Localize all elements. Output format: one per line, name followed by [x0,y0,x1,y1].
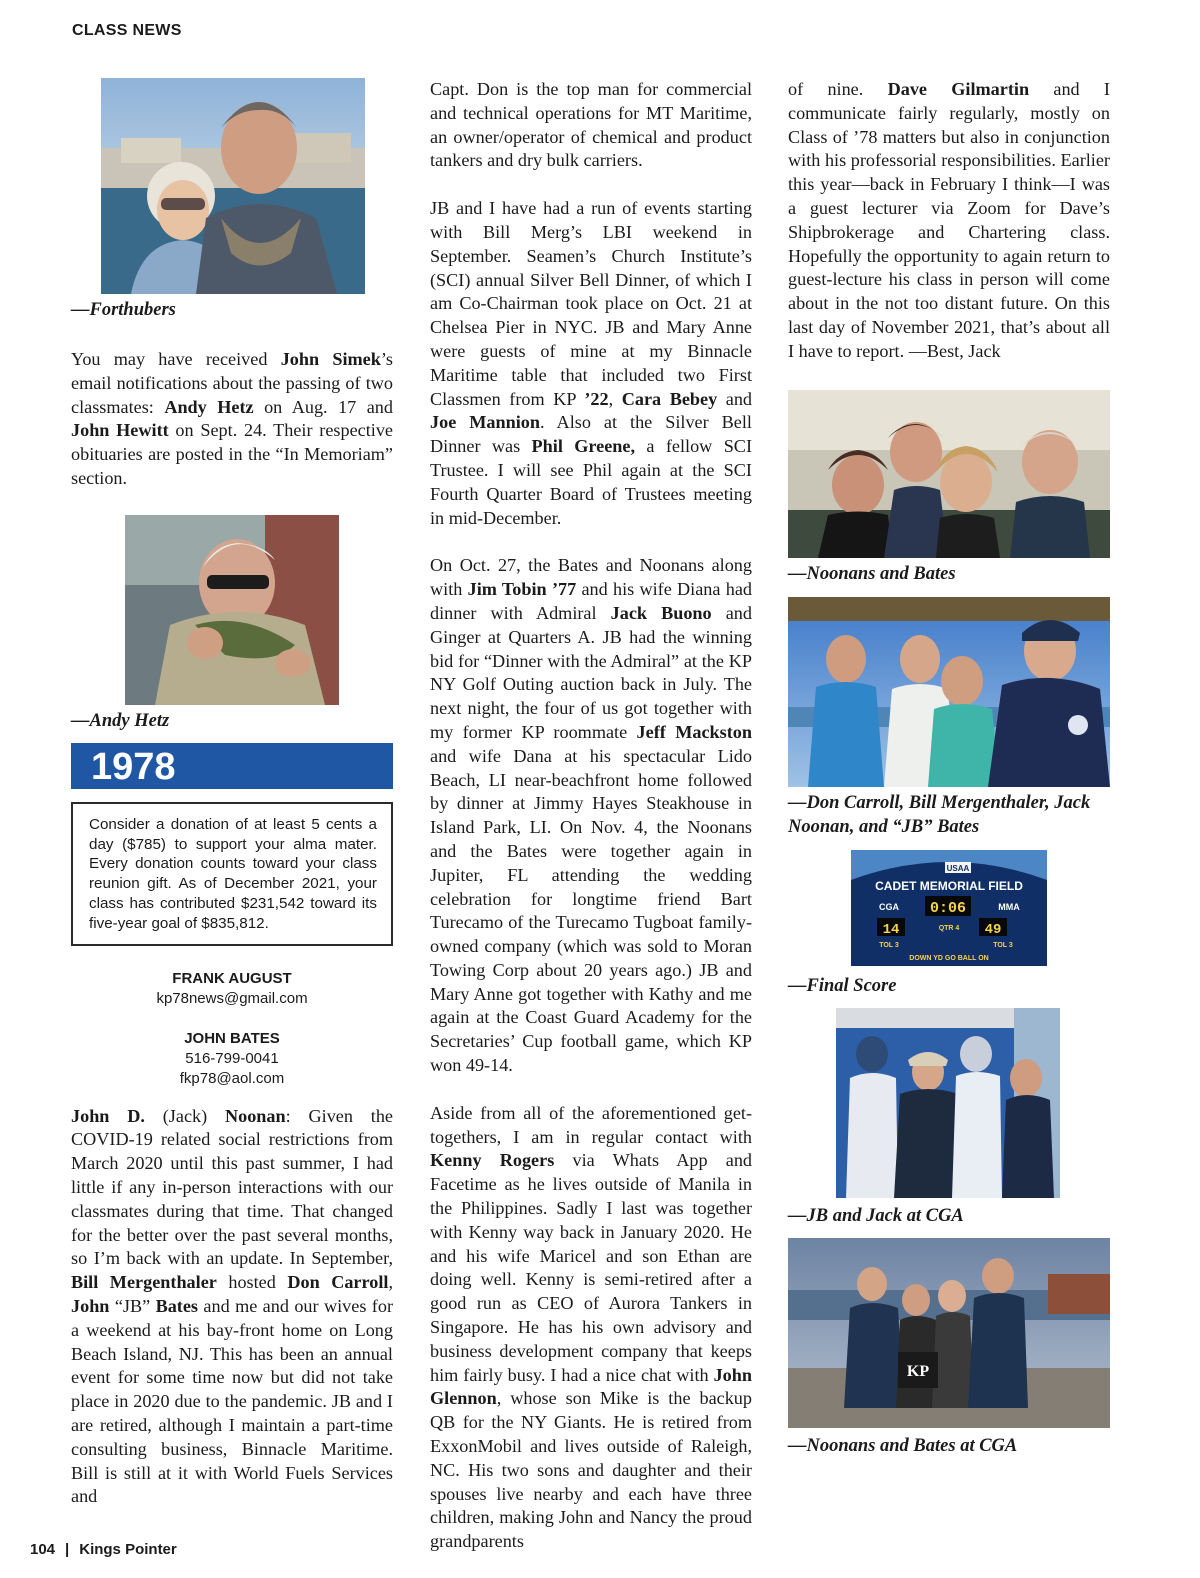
photo-forthubers [101,78,365,294]
photo-caption: —Don Carroll, Bill Mergenthaler, Jack Noonan, and “JB” Bates [788,792,1091,837]
photo-caption: —Forthubers [71,300,176,320]
column-1 [71,78,393,1533]
page-number: 104 [30,1541,56,1558]
paragraph: On Oct. 27, the Bates and Noonans along with Jim Tobin ’77 and his wife Diana had dinner with Admiral Jack Buono and Ginger at Quarters A. JB had the winning bid for “Dinner with the Admiral” at the KP NY Golf Outing auction back in July. The next night, the four of us got together with my former KP roommate Jeff Mackston and wife Dana at his spectacular Lido Beach, LI near-beachfront home followed by dinner at Jimmy Hayes Steakhouse in Island Park, LI. On Nov. 4, the Noonans and the Bates were together again in Jupiter, FL attending the wedding celebration for longtime friend Bart Turecamo of the Turecamo Tugboat family-owned company (which was sold to Moran Towing Corp about 20 years ago.) JB and Mary Anne got together with Kathy and me again at the Coast Guard Academy for the Secretaries’ Cup football game, which KP won 49-14. [430,555,752,1076]
publication-name: Kings Pointer [79,1541,177,1558]
contact-email[interactable]: fkp78@aol.com [179,1069,285,1087]
contact-name: FRANK AUGUST [172,969,292,987]
column-3 [788,78,1110,1458]
scoreboard-timeouts-home: TOL 3 [879,941,899,949]
contact-name: JOHN BATES [184,1029,280,1047]
photo-caption: —Final Score [788,975,897,996]
photo-jb-and-jack [836,1008,1060,1198]
scoreboard-brand: USAA [946,863,970,873]
class-contact-frank [71,969,393,1009]
footer-separator: | [65,1541,70,1558]
scoreboard-clock: 0:06 [929,899,967,917]
class-contact-john [71,1029,393,1089]
intro-paragraph: You may have received John Simek’s email notifications about the passing of two classmates: Andy Hetz on Aug. 17 and John Hewitt on Sept. 24. Their respective obituaries are posted in the “In Memoriam” section. [71,349,394,488]
photo-noonans-and-bates [788,390,1110,558]
scoreboard-timeouts-away: TOL 3 [993,941,1013,949]
tote-bag-logo: KP [906,1362,930,1380]
paragraph: JB and I have had a run of events starting with Bill Merg’s LBI weekend in September. Seamen’s Church Institute’s (SCI) annual Silver Bell Dinner, of which I am Co-Chairman took place on Oct. 21 at Chelsea Pier in NYC. JB and Mary Anne were guests of mine at my Binnacle Maritime table that included two First Classmen from KP ’22, Cara Bebey and Joe Mannion. Also at the Silver Bell Dinner was Phil Greene, a fellow SCI Trustee. I will see Phil again at the SCI Fourth Quarter Board of Trustees meeting in mid-December. [430,198,753,528]
page-footer [30,1541,177,1558]
scoreboard-away-label: MMA [998,901,1020,912]
photo-caption: —Noonans and Bates at CGA [788,1435,1018,1456]
photo-andy-hetz [125,515,339,705]
paragraph: Capt. Don is the top man for commercial and technical operations for MT Maritime, an owner/operator of chemical and product tankers and dry bulk carriers. [430,79,752,171]
photo-caption: —JB and Jack at CGA [788,1205,964,1226]
column-2 [430,78,752,1578]
contact-phone: 516-799-0041 [185,1049,279,1067]
scoreboard-bottom-row: DOWN YD GO BALL ON [909,954,989,962]
photo-noonans-bates-at-cga [788,1238,1110,1428]
paragraph: of nine. Dave Gilmartin and I communicate fairly regularly, mostly on Class of ’78 matters but also in conjunction with his professorial responsibilities. Earlier this year—back in February I think—I was a guest lecturer via Zoom for Dave’s Shipbrokerage and Chartering class. Hopefully the opportunity to again return to guest-lecture his class in person will come about in the not too distant future. On this last day of November 2021, that’s about all I have to report. —Best, Jack [788,79,1110,361]
scoreboard-title: CADET MEMORIAL FIELD [875,878,1023,893]
photo-four-men [788,597,1110,787]
scoreboard-home-label: CGA [879,901,899,912]
scoreboard-home-score: 14 [882,921,900,938]
donation-notice: Consider a donation of at least 5 cents a day ($785) to support your alma mater. Every donation counts toward your class reunion gift. As of December 2021, your class has contributed $231,542 toward its five-year goal of $835,812. [71,802,393,946]
scoreboard-quarter: QTR 4 [938,924,960,932]
photo-caption: —Andy Hetz [71,710,170,731]
scoreboard-away-score: 49 [984,921,1002,938]
section-header: CLASS NEWS [72,22,182,39]
paragraph: Aside from all of the aforementioned get-togethers, I am in regular contact with Kenny Rogers via Whats App and Facetime as he lives outside of Manila in the Philippines. Sadly I last was together with Kenny way back in January 2020. He and his wife Maricel and son Ethan are doing well. Kenny is semi-retired after a good run as CEO of Aurora Tankers in Singapore. He has his own advisory and business development company that keeps him fairly busy. I had a nice chat with John Glennon, whose son Mike is the backup QB for the NY Giants. He is retired from ExxonMobil and lives outside of Raleigh, NC. His two sons and daughter and their spouses live nearby and each have three children, making John and Nancy the proud grandparents [430,1102,753,1552]
scoreboard-photo [851,850,1047,966]
class-year-banner: 1978 [71,743,393,789]
main-paragraph: John D. (Jack) Noonan: Given the COVID-19 related social restrictions from March 2020 until this past summer, I had little if any in-person interactions with our classmates during that time. That changed for the better over the past several months, so I’m back with an update. In September, Bill Mergenthaler hosted Don Carroll, John “JB” Bates and me and our wives for a weekend at his bay-front home on Long Beach Island, NJ. This has been an annual event for some time now but did not take place in 2020 due to the pandemic. JB and I are retired, although I maintain a part-time consulting business, Binnacle Maritime. Bill is still at it with World Fuels Services and [71,1105,394,1507]
photo-caption: —Noonans and Bates [788,563,956,584]
contact-email[interactable]: kp78news@gmail.com [156,989,308,1007]
